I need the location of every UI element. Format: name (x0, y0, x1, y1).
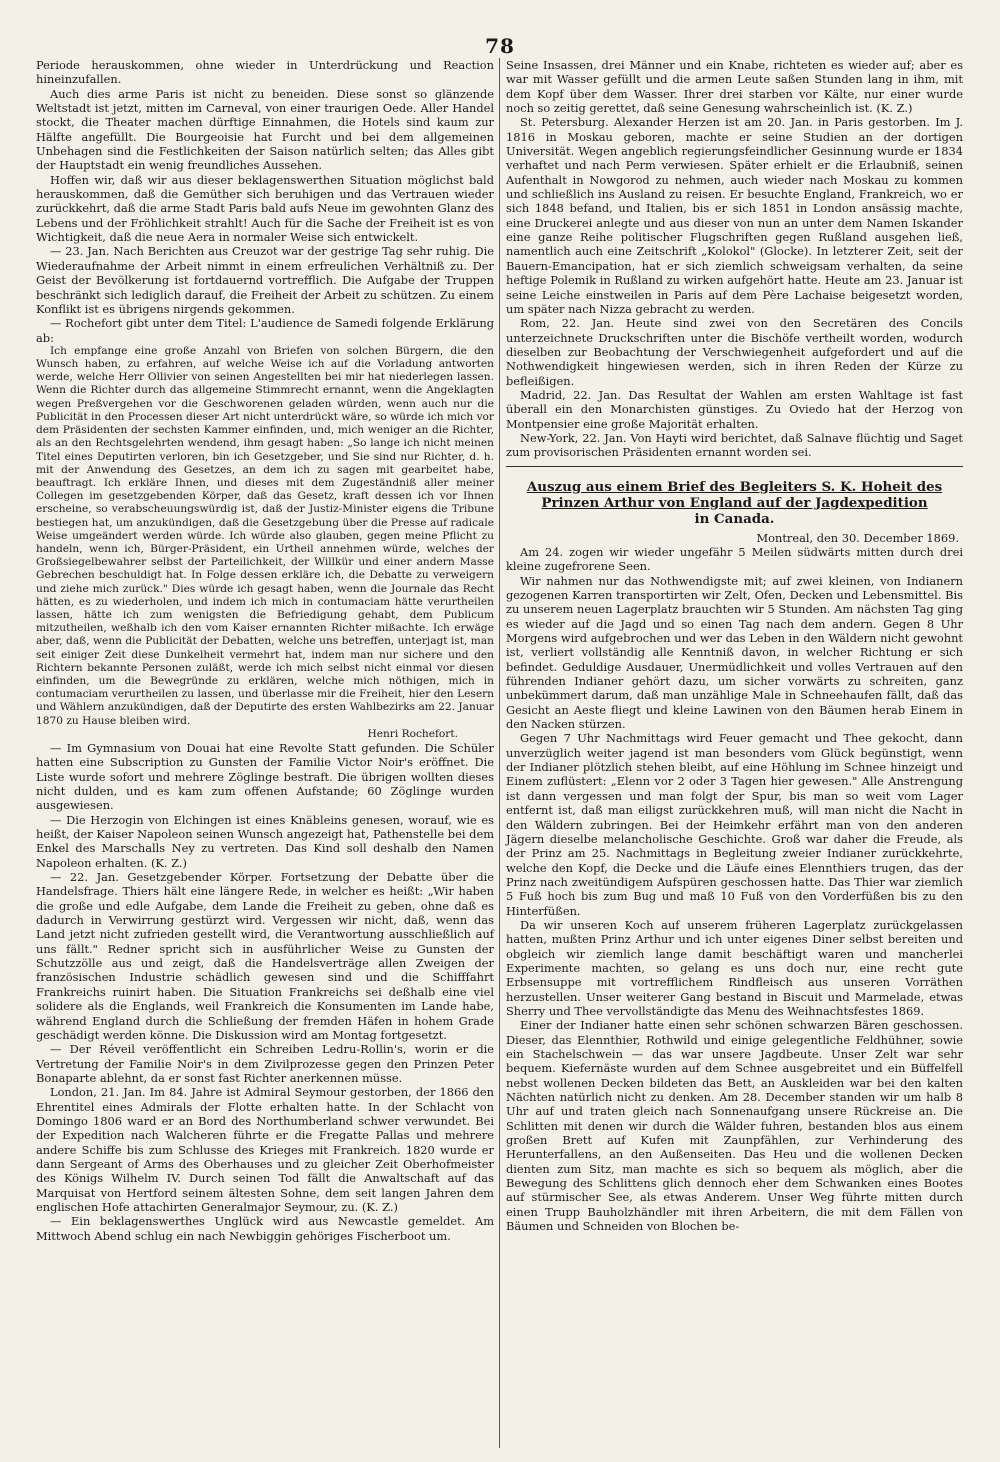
article-paragraph: Einer der Indianer hatte einen sehr schönen schwarzen Bären geschossen. Dieser, das Elennthier, Rothwild und einige gelegentliche Feldhühner, sowie ein Stachelschwein — das war unsere Jagdbeute. Unser Zelt war sehr bequem. Kiefernäste wurden auf dem Schnee ausgebreitet und ein Büffelfell nebst wollenen Decken bildeten das Bett, an Auskleiden war bei den kalten Nächten natürlich nicht zu denken. Am 28. December standen wir um halb 8 Uhr auf und traten gleich nach Sonnenaufgang unsere Rückreise an. Die Schlitten mit denen wir durch die Wälder fuhren, bestanden blos aus einem großen Brett auf Kufen mit Zaunpfählen, zur Verhinderung des Herunterfallens, an den Außenseiten. Das Heu und die wollenen Decken dienten zum Sitz, man machte es sich so bequem als möglich, aber die Bewegung des Schlittens glich dennoch eher dem Schwanken eines Bootes auf stürmischer See, als etwas Anderem. Unser Weg führte mitten durch einen Trupp Bauholzhändler mit ihren Arbeitern, die mit dem Fällen von Bäumen und Schneiden von Blochen be- (506, 1018, 963, 1234)
article-paragraph: Periode herauskommen, ohne wieder in Unterdrückung und Reaction hineinzufallen. (36, 58, 494, 87)
article-paragraph: Rom, 22. Jan. Heute sind zwei von den Secretären des Concils unterzeichnete Druckschriften unter die Bischöfe vertheilt worden, wodurch dieselben zur Beobachtung der Verschwiegenheit aufgefordert und auf die Nothwendigkeit hingewiesen werden, sich in ihren Reden der Kürze zu befleißigen. (506, 316, 963, 388)
article-paragraph: — Der Réveil veröffentlicht ein Schreiben Ledru-Rollin's, worin er die Vertretung der Familie Noir's in dem Zivilprozesse gegen den Prinzen Peter Bonaparte ablehnt, da er sonst fast Richter anerkennen müsse. (36, 1042, 494, 1085)
quoted-declaration: Ich empfange eine große Anzahl von Briefen von solchen Bürgern, die den Wunsch haben, zu erfahren, auf welche Weise ich auf die Vorladung antworten werde, welche Herr Ollivier von seinen Angestellten bei mir hat niederlegen lassen. Wenn die Richter durch das allgemeine Stimmrecht ernannt, wenn die Angeklagten wegen Preßvergehen vor die Geschworenen geladen würden, wenn auch nur die Publicität in den Processen dieser Art nicht unterdrückt wäre, so würde ich mich vor dem Präsidenten der sechsten Kammer einfinden, und, mich weniger an die Richter, als an den Rechtsgelehrten wendend, ihm gesagt haben: „So lange ich nicht meinen Titel eines Deputirten verloren, bin ich Gesetzgeber, und Sie sind nur Richter, d. h. mit der Anwendung des Gesetzes, an dem ich zu sagen mit gearbeitet habe, beauftragt. Ich erkläre Ihnen, und dieses mit dem Zugeständniß aller meiner Collegen im gesetzgebenden Körper, daß das Gesetz, kraft dessen ich vor Ihnen erscheine, so verabscheuungswürdig ist, daß der Justiz-Minister eigens die Tribune bestiegen hat, um anzukündigen, daß die Gesetzgebung über die Presse auf radicale Weise umgeändert werden würde. Ich würde also glauben, gegen meine Pflicht zu handeln, wenn ich, Bürger-Präsident, ein Urtheil annehmen würde, welches der Großsiegelbewahrer selbst der Parteilichkeit, der Willkür und einer andern Masse Gebrechen beschuldigt hat. In Folge dessen erkläre ich, die Debatte zu verweigern und ziehe mich zurück." Dies würde ich gesagt haben, wenn die Journale das Recht hätten, es zu wiederholen, und indem ich mich in contumaciam hätte verurtheilen lassen, hätte ich zum wenigsten die Befriedigung gehabt, dem Publicum mitzutheilen, weßhalb ich den vom Kaiser ernannten Richter mißachte. Ich erwäge aber, daß, wenn die Publicität der Debatten, welche uns betreffen, unterjagt ist, man seit einiger Zeit diese Dunkelheit vermehrt hat, indem man nur sichere und den Richtern bekannte Personen zuläßt, werde ich mich selbst nicht einmal vor diesen einfinden, um die Bewegründe zu erklären, welche mich nöthigen, mich in contumaciam verurtheilen zu lassen, und überlasse mir die Freiheit, hier den Lesern und Wählern anzukündigen, daß der Deputirte des ersten Wahlbezirks am 22. Januar 1870 zu Hause bleiben wird. (36, 344, 494, 727)
signature: Henri Rochefort. (367, 727, 458, 740)
article-paragraph: London, 21. Jan. Im 84. Jahre ist Admiral Seymour gestorben, der 1866 den Ehrentitel eines Admirals der Flotte erhalten hatte. In der Schlacht von Domingo 1806 ward er an Bord des Northumberland schwer verwundet. Bei der Expedition nach Walcheren führte er die Fregatte Pallas und mehrere andere Schiffe bis zum Schlusse des Krieges mit Frankreich. 1820 wurde er dann Sergeant of Arms des Oberhauses und zu gleicher Zeit Oberhofmeister des Königs Wilhelm IV. Durch seinen Tod fällt die Anwaltschaft auf das Marquisat von Hertford seinem ältesten Sohne, dem seit langen Jahren dem englischen Hofe attachirten Generalmajor Seymour, zu. (K. Z.) (36, 1085, 494, 1214)
headline-line: in Canada. (694, 510, 775, 527)
article-paragraph: Wir nahmen nur das Nothwendigste mit; auf zwei kleinen, von Indianern gezogenen Karren transportirten wir Zelt, Ofen, Decken und Lebensmittel. Bis zu unserem neuen Lagerplatz brauchten wir 5 Stunden. Am nächsten Tag ging es wieder auf die Jagd und so einen Tag nach dem andern. Gegen 8 Uhr Morgens wird aufgebrochen und wer das Leben in den Wäldern nicht gewohnt ist, verliert vollständig alle Kenntniß davon, in welcher Richtung er sich befindet. Geduldige Ausdauer, Unermüdlichkeit und volles Vertrauen auf den führenden Indianer gehört dazu, um sicher vorwärts zu schreiten, ganz unbekümmert darum, daß man unzählige Male in Schneehaufen fällt, daß das Gesicht an Aeste fliegt und kleine Lawinen von den Bäumen herab Einem in den Nacken stürzen. (506, 573, 963, 732)
article-paragraph: — Rochefort gibt unter dem Titel: L'audience de Samedi folgende Erklärung ab: (36, 316, 494, 345)
page-number: 78 (485, 34, 515, 58)
article-paragraph: St. Petersburg. Alexander Herzen ist am 20. Jan. in Paris gestorben. Im J. 1816 in Moskau geboren, machte er seine Studien an der dortigen Universität. Wegen angeblich regierungsfeindlicher Gesinnung wurde er 1834 verhaftet und nach Perm verwiesen. Später erhielt er die Erlaubniß, seinen Aufenthalt in Nowgorod zu nehmen, auch wieder nach Moskau zu kommen und schließlich ins Ausland zu reisen. Er besuchte England, Frankreich, wo er sich 1848 befand, und Italien, bis er sich 1851 in London ansässig machte, eine Druckerei anlegte und aus dieser von nun an unter dem Namen Iskander eine ganze Reihe politischer Flugschriften gegen Rußland ausgehen ließ, namentlich auch eine Zeitschrift „Kolokol" (Glocke). In letzterer Zeit, seit der Bauern-Emancipation, hat er sich ziemlich schweigsam verhalten, da seine heftige Polemik in Rußland zu wirken aufgehört hatte. Heute am 23. Januar ist seine Leiche einstweilen in Paris auf dem Père Lachaise beigesetzt worden, um später nach Nizza gebracht zu werden. (506, 115, 963, 316)
section-rule (506, 466, 963, 467)
article-paragraph: Da wir unseren Koch auf unserem früheren Lagerplatz zurückgelassen hatten, mußten Prinz Arthur und ich unter eigenes Diner selbst bereiten und obgleich wir ziemlich lange damit beschäftigt waren und mancherlei Experimente machten, so gelang es uns doch nur, eine recht gute Erbsensuppe mit vortrefflichem Rindfleisch aus unseren Vorräthen herzustellen. Unser weiterer Gang bestand in Biscuit und Marmelade, etwas Sherry und Thee vervollständigte das Menu des Weihnachtsfestes 1869. (506, 917, 963, 1018)
left-column (36, 58, 494, 1243)
article-paragraph: New-York, 22. Jan. Von Hayti wird berichtet, daß Salnave flüchtig und Saget zum provisorischen Präsidenten ernannt worden sei. (506, 430, 963, 460)
article-headline (506, 479, 963, 527)
article-paragraph: Madrid, 22. Jan. Das Resultat der Wahlen am ersten Wahltage ist fast überall ein den Monarchisten günstiges. Zu Oviedo hat der Herzog von Montpensier eine große Majorität erhalten. (506, 387, 963, 431)
right-column (506, 58, 963, 1233)
article-paragraph: — Im Gymnasium von Douai hat eine Revolte Statt gefunden. Die Schüler hatten eine Subscription zu Gunsten der Familie Victor Noir's eröffnet. Die Liste wurde sofort und mehrere Zöglinge bestraft. Die übrigen wollten dieses nicht dulden, und es kam zum offenen Aufstande; 60 Zöglinge wurden ausgewiesen. (36, 740, 494, 813)
article-paragraph: Seine Insassen, drei Männer und ein Knabe, richteten es wieder auf; aber es war mit Wasser gefüllt und die armen Leute saßen Stunden lang in ihm, mit dem Kopf über dem Wasser. Ihrer drei starben vor Kälte, nur einer wurde noch so zeitig gerettet, daß seine Genesung wahrscheinlich ist. (K. Z.) (506, 58, 963, 116)
headline-line: Prinzen Arthur von England auf der Jagdexpedition (541, 494, 928, 511)
column-divider (499, 58, 500, 1448)
article-paragraph: — Ein beklagenswerthes Unglück wird aus Newcastle gemeldet. Am Mittwoch Abend schlug ein nach Newbiggin gehöriges Fischerboot um. (36, 1214, 494, 1243)
article-paragraph: — 22. Jan. Gesetzgebender Körper. Fortsetzung der Debatte über die Handelsfrage. Thiers hält eine längere Rede, in welcher es heißt: „Wir haben die große und edle Aufgabe, dem Lande die Freiheit zu geben, ohne daß es dadurch in Verwirrung gestürzt wird. Vergessen wir nicht, daß, wenn das Land jetzt nicht zufrieden gestellt wird, die Verantwortung ausschließlich auf uns fällt." Redner spricht sich in ausführlicher Weise zu Gunsten der Schutzzölle aus und zeigt, daß die Handelsverträge allen Zweigen der französischen Industrie schädlich gewesen sind und die Schifffahrt Frankreichs ruinirt haben. Die Situation Frankreichs sei deßhalb eine viel solidere als die Englands, weil Frankreich die Konsumenten im Lande habe, während England durch die Schließung der fremden Häfen in hohem Grade geschädigt werden könne. Die Diskussion wird am Montag fortgesetzt. (36, 870, 494, 1042)
article-paragraph: Am 24. zogen wir wieder ungefähr 5 Meilen südwärts mitten durch drei kleine zugefrorene Seen. (506, 544, 963, 574)
headline-line: Auszug aus einem Brief des Begleiters S. K. Hoheit des (526, 478, 943, 495)
article-paragraph: — 23. Jan. Nach Berichten aus Creuzot war der gestrige Tag sehr ruhig. Die Wiederaufnahme der Arbeit nimmt in einem erfreulichen Verhältniß zu. Der Geist der Bevölkerung ist fortdauernd vortrefflich. Die Aufgabe der Truppen beschränkt sich lediglich darauf, die Freiheit der Arbeit zu schützen. Zu einem Konflikt ist es übrigens nirgends gekommen. (36, 244, 494, 316)
dateline: Montreal, den 30. December 1869. (756, 530, 959, 545)
article-paragraph: Hoffen wir, daß wir aus dieser beklagenswerthen Situation möglichst bald herauskommen, daß die Gemüther sich beruhigen und das Vertrauen wieder zurückkehrt, daß die arme Stadt Paris bald aufs Neue im gewohnten Glanz des Lebens und der Fröhlichkeit strahlt! Auch für die Sache der Freiheit ist es von Wichtigkeit, daß die neue Aera in normaler Weise sich entwickelt. (36, 172, 494, 245)
article-paragraph: Auch dies arme Paris ist nicht zu beneiden. Diese sonst so glänzende Weltstadt ist jetzt, mitten im Carneval, von einer traurigen Oede. Aller Handel stockt, die Theater machen dürftige Einnahmen, die Hotels sind kaum zur Hälfte angefüllt. Die Bourgeoisie hat Furcht und bei dem allgemeinen Unbehagen sind die Festlichkeiten der Saison natürlich selten; das Alles gibt der Hauptstadt ein wenig freundliches Aussehen. (36, 86, 494, 173)
article-paragraph: — Die Herzogin von Elchingen ist eines Knäbleins genesen, worauf, wie es heißt, der Kaiser Napoleon seinen Wunsch angezeigt hat, Pathenstelle bei dem Enkel des Marschalls Ney zu vertreten. Das Kind soll deshalb den Namen Napoleon erhalten. (K. Z.) (36, 812, 494, 870)
article-paragraph: Gegen 7 Uhr Nachmittags wird Feuer gemacht und Thee gekocht, dann unverzüglich weiter jagend ist man besonders vom Glück begünstigt, wenn der Indianer plötzlich stehen bleibt, auf eine Höhlung im Schnee hinzeigt und Einem zuflüstert: „Elenn vor 2 oder 3 Tagen hier gewesen." Alle Anstrengung ist dann vergessen und man folgt der Spur, bis man so weit vom Lager entfernt ist, daß man eiligst zurückkehren muß, will man nicht die Nacht in den Wäldern zubringen. Bei der Heimkehr erfährt man von den anderen Jägern dieselbe melancholische Geschichte. Groß war daher die Freude, als der Prinz am 25. Nachmittags in Begleitung zweier Indianer zurückkehrte, welche den Kopf, die Decke und die Läufe eines Elennthiers trugen, das der Prinz nach zweitündigem Aufspüren geschossen hatte. Das Thier war ziemlich 5 Fuß hoch bis zum Bug und maß 10 Fuß von den Vorderfüßen bis zu den Hinterfüßen. (506, 731, 963, 918)
